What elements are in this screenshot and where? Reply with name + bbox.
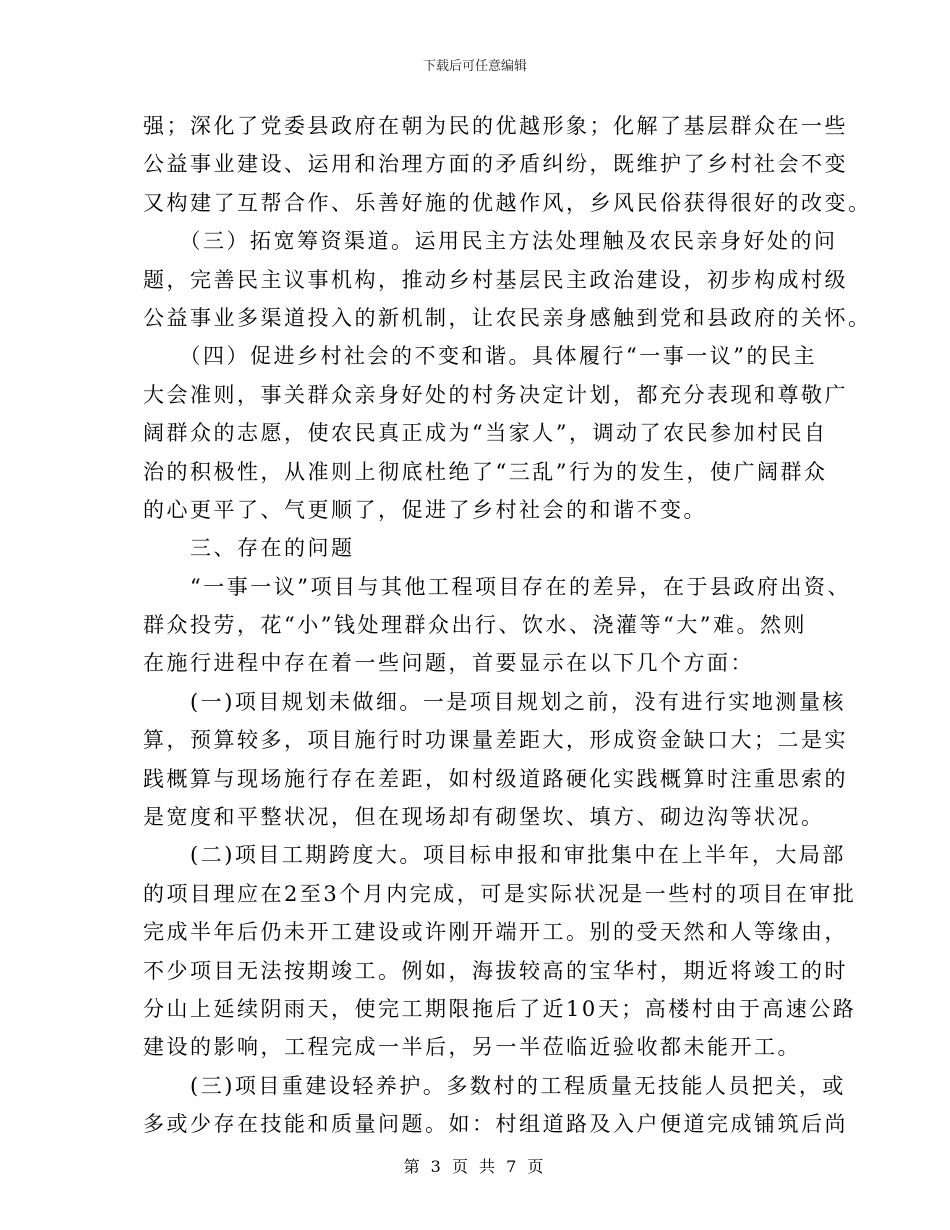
text-line: 治的积极性，从准则上彻底杜绝了“三乱”行为的发生，使广阔群众 [143,459,828,484]
text-line: 多或少存在技能和质量问题。如：村组道路及入户便道完成铺筑后尚 [143,1112,848,1137]
text-line: (二)项目工期跨度大。项目标申报和审批集中在上半年，大局部 [143,843,846,868]
text-line: （三）拓宽筹资渠道。运用民主方法处理触及农民亲身好处的问 [143,229,838,254]
text-line: (一)项目规划未做细。一是项目规划之前，没有进行实地测量核 [143,689,846,714]
body-text [143,107,872,1144]
text-line: 公益事业多渠道投入的新机制，让农民亲身感触到党和县政府的关怀。 [143,305,872,330]
text-line: 的项目理应在2至3个月内完成，可是实际状况是一些村的项目在审批 [143,881,857,906]
text-line: “一事一议”项目与其他工程项目存在的差异，在于县政府出资、 [143,574,851,599]
section-heading: 三、存在的问题 [143,536,355,561]
text-line: 大会准则，事关群众亲身好处的村务决定计划，都充分表现和尊敬广 [143,382,848,407]
text-line: 阔群众的志愿，使农民真正成为“当家人”，调动了农民参加村民自 [143,421,828,446]
text-line: 是宽度和平整状况，但在现场却有砌堡坎、填方、砌边沟等状况。 [143,805,825,830]
text-line: 公益事业建设、运用和治理方面的矛盾纠纷，既维护了乡村社会不变 [143,152,848,177]
text-line: 在施行进程中存在着一些问题，首要显示在以下几个方面： [143,651,754,676]
page-header-note: 下载后可任意编辑 [422,59,527,74]
text-line: 完成半年后仍未开工建设或许刚开端开工。别的受天然和人等缘由， [143,920,848,945]
text-line: 算，预算较多，项目施行时功课量差距大，形成资金缺口大；二是实 [143,728,848,753]
text-line: 建设的影响，工程完成一半后，另一半莅临近验收都未能开工。 [143,1035,801,1060]
text-line: （四）促进乡村社会的不变和谐。具体履行“一事一议”的民主 [143,344,817,369]
page-number: 第 3 页 共 7 页 [403,1157,547,1176]
text-line: 的心更平了、气更顺了，促进了乡村社会的和谐不变。 [143,497,707,522]
text-line: 又构建了互帮合作、乐善好施的优越作风，乡风民俗获得很好的改变。 [143,190,872,215]
text-line: 分山上延续阴雨天，使完工期限拖后了近10天；高楼村由于高速公路 [143,996,857,1021]
text-line: 践概算与现场施行存在差距，如村级道路硬化实践概算时注重思索的 [143,766,848,791]
text-line: 不少项目无法按期竣工。例如，海拔较高的宝华村，期近将竣工的时 [143,958,848,983]
text-line: 强；深化了党委县政府在朝为民的优越形象；化解了基层群众在一些 [143,114,848,138]
text-line: 群众投劳，花“小”钱处理群众出行、饮水、浇灌等“大”难。然则 [143,613,807,638]
text-line: 题，完善民主议事机构，推动乡村基层民主政治建设，初步构成村级 [143,267,848,292]
text-line: (三)项目重建设轻养护。多数村的工程质量无技能人员把关，或 [143,1073,846,1098]
